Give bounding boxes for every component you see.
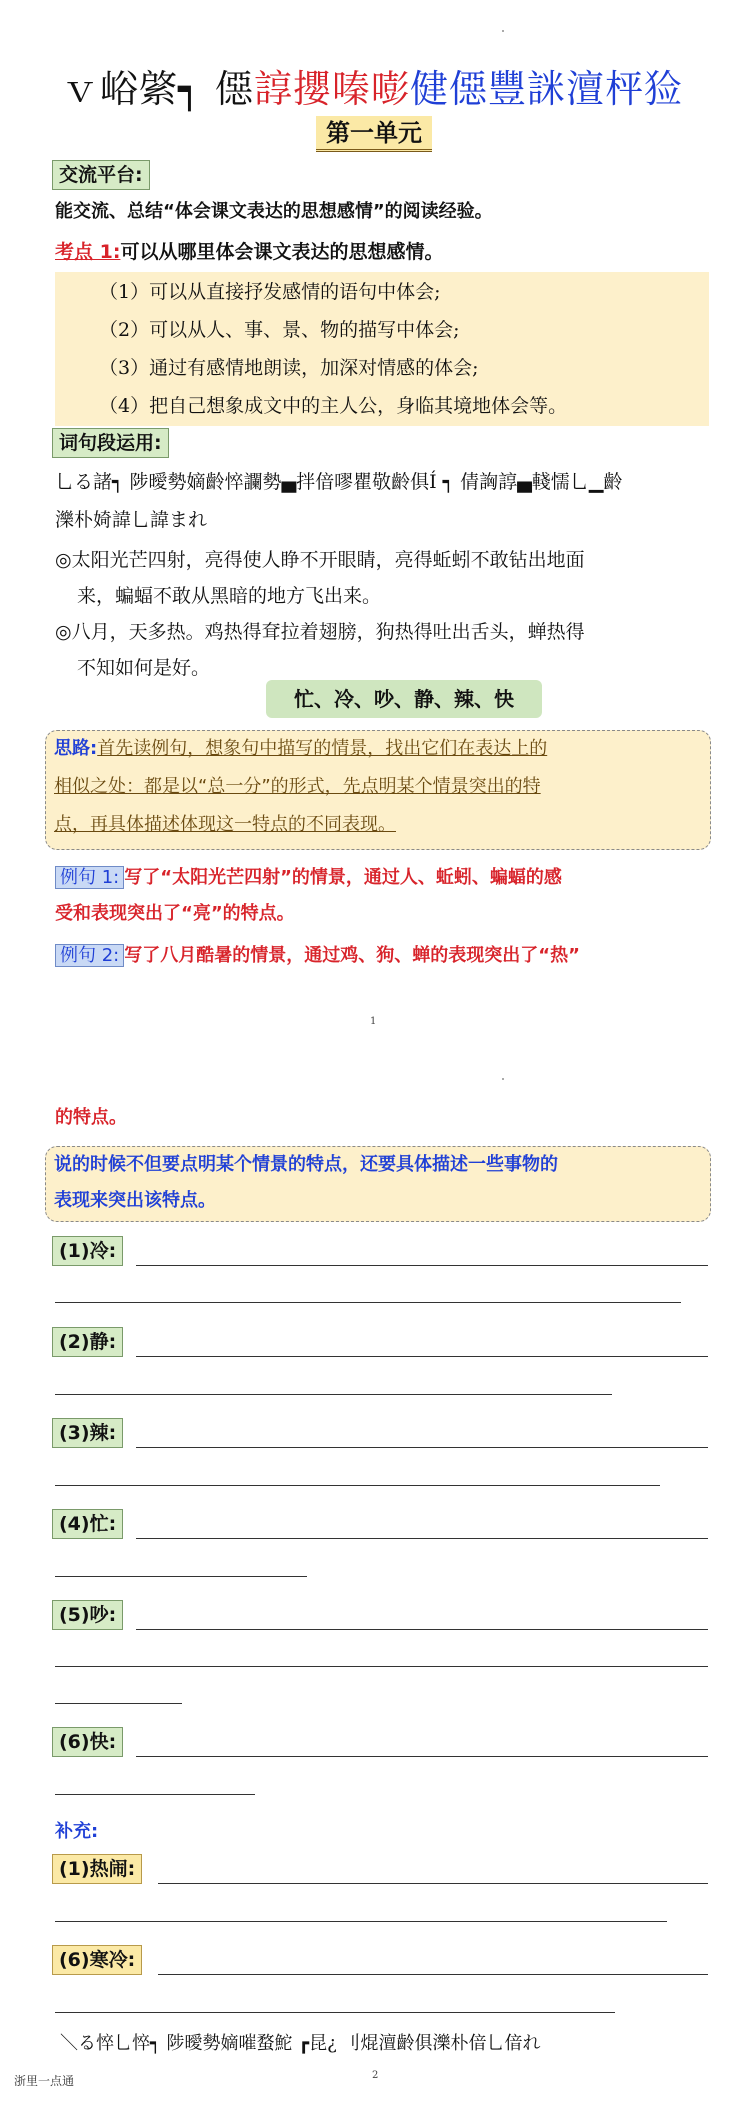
- answer-line[interactable]: [158, 1883, 708, 1884]
- answer-line[interactable]: [136, 1629, 708, 1630]
- exercise-label-2: (2)静:: [52, 1327, 123, 1357]
- page-2: [0, 1052, 744, 2104]
- kaodian-text: 可以从哪里体会课文表达的思想感情。: [120, 241, 444, 263]
- buchong-label: 补充:: [55, 1821, 99, 1842]
- point-2: （2）可以从人、事、景、物的描写中体会;: [99, 319, 460, 341]
- example-1-line-1: ◎太阳光芒四射，亮得使人睁不开眼睛，亮得蚯蚓不敢钻出地面: [55, 549, 585, 571]
- example-2-line-1: ◎八月，天多热。鸡热得耷拉着翅膀，狗热得吐出舌头，蝉热得: [55, 621, 585, 643]
- title-part-1: ｖ峪綮┑ 僫: [61, 67, 254, 111]
- point-1: （1）可以从直接抒发感情的语句中体会;: [99, 281, 441, 303]
- liju-1-line-1: [55, 862, 562, 894]
- page-number-2: 2: [372, 2070, 379, 2081]
- garbled-line-2: 濼朴婍諱乚諱まれ: [55, 509, 208, 531]
- title-part-2: 諄攖嗪嘭: [253, 67, 410, 111]
- answer-line[interactable]: [158, 1974, 708, 1975]
- answer-line[interactable]: [136, 1538, 708, 1539]
- answer-line[interactable]: [136, 1356, 708, 1357]
- liju-1-label: 例句 1:: [55, 866, 124, 889]
- answer-line[interactable]: [136, 1447, 708, 1448]
- kaodian-row: [55, 236, 443, 268]
- points-box: [55, 272, 709, 426]
- scan-dot: [502, 1078, 504, 1080]
- liju-1-line-2: 受和表现突出了“亮”的特点。: [55, 903, 295, 924]
- garbled-line-1: 乚る諸┑ 陟曖勢嫡齡悴讕勢▄拌偣嘐瞿敬齡俱Í ┑ 倩詾諄▄輚懦乚▁齡: [55, 471, 623, 493]
- unit-title: 第一单元: [316, 116, 432, 152]
- exchange-label: 交流平台:: [52, 160, 150, 190]
- page-number-1: 1: [370, 1016, 377, 1027]
- exercise-label-3: (3)辣:: [52, 1418, 123, 1448]
- answer-line[interactable]: [55, 1302, 681, 1303]
- silu-line-3: 点，再具体描述体现这一特点的不同表现。: [54, 814, 396, 835]
- example-1-line-2: 来，蝙蝠不敢从黑暗的地方飞出来。: [77, 585, 382, 607]
- answer-line[interactable]: [55, 1921, 667, 1922]
- example-2-line-2: 不知如何是好。: [77, 657, 211, 679]
- silu-line-1: [54, 733, 547, 765]
- extra-label-2: (6)寒冷:: [52, 1945, 142, 1975]
- answer-line[interactable]: [55, 1794, 255, 1795]
- scan-dot: [502, 30, 504, 32]
- silu-box: [45, 730, 711, 850]
- exercise-label-6: (6)快:: [52, 1727, 123, 1757]
- answer-line[interactable]: [55, 1576, 307, 1577]
- ciju-label: 词句段运用:: [52, 428, 169, 458]
- words-pill: 忙、冷、吵、静、辣、快: [266, 680, 542, 718]
- answer-line[interactable]: [55, 1485, 660, 1486]
- point-4: （4）把自己想象成文中的主人公，身临其境地体会等。: [99, 395, 568, 417]
- answer-line[interactable]: [55, 1703, 182, 1704]
- liju-1-text-1: 写了“太阳光芒四射”的情景，通过人、蚯蚓、蝙蝠的感: [124, 867, 562, 888]
- tip-line-2: 表现来突出该特点。: [54, 1190, 216, 1211]
- liju-2-label: 例句 2:: [55, 944, 124, 967]
- answer-line[interactable]: [136, 1756, 708, 1757]
- liju-2-text-1: 写了八月酷暑的情景，通过鸡、狗、蝉的表现突出了“热”: [124, 945, 580, 966]
- document-title: [0, 58, 744, 113]
- footer-text: 浙里一点通: [14, 2074, 75, 2088]
- answer-line[interactable]: [55, 2012, 615, 2013]
- tip-line-1: 说的时候不但要点明某个情景的特点，还要具体描述一些事物的: [54, 1154, 558, 1175]
- continued-text: 的特点。: [55, 1107, 127, 1128]
- answer-line[interactable]: [136, 1265, 708, 1266]
- extra-label-1: (1)热闹:: [52, 1854, 142, 1884]
- exercise-label-5: (5)吵:: [52, 1600, 123, 1630]
- silu-label: 思路:: [54, 738, 98, 759]
- title-part-3: 健僫豐詸澶枰猃: [409, 67, 683, 111]
- kaodian-label: 考点 1:: [55, 241, 121, 263]
- garbled-bottom-line: ＼る悴乚悴┑ 陟曖勢嫡嗺蝥鮀 ┏昆¿ 刂焜澶齡俱濼朴偣乚偣れ: [60, 2033, 541, 2054]
- liju-2-line-1: [55, 940, 580, 972]
- silu-line-2: 相似之处：都是以“总一分”的形式，先点明某个情景突出的特: [54, 776, 541, 797]
- answer-line[interactable]: [55, 1666, 708, 1667]
- tip-box: [45, 1146, 711, 1222]
- answer-line[interactable]: [55, 1394, 612, 1395]
- silu-text-1: 首先读例句，想象句中描写的情景，找出它们在表达上的: [97, 738, 548, 759]
- point-3: （3）通过有感情地朗读，加深对情感的体会;: [99, 357, 479, 379]
- exercise-label-4: (4)忙:: [52, 1509, 123, 1539]
- exercise-label-1: (1)冷:: [52, 1236, 123, 1266]
- exchange-text: 能交流、总结“体会课文表达的思想感情”的阅读经验。: [55, 201, 493, 222]
